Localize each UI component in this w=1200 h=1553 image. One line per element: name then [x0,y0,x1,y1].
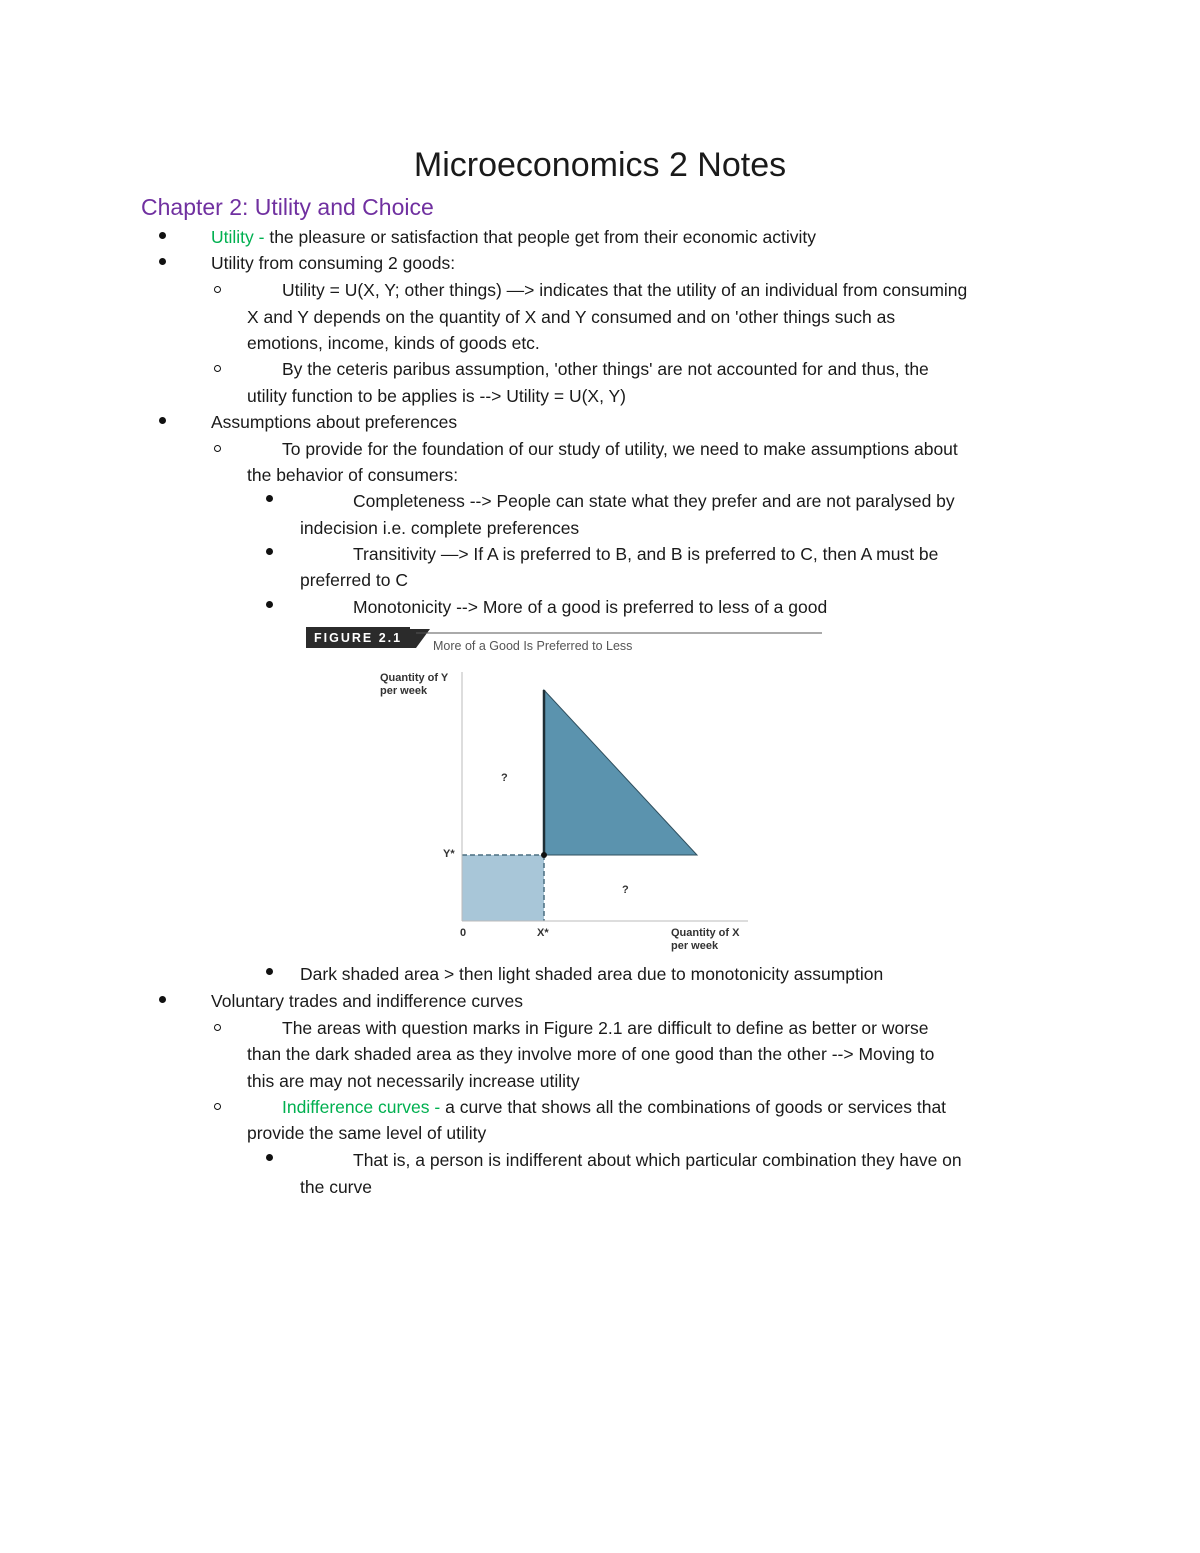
list-item-continued: indecision i.e. complete preferences [300,518,580,538]
figure-label: FIGURE 2.1 [314,631,403,645]
bullet [266,548,273,555]
list-item-continued: preferred to C [300,570,408,590]
bullet [159,417,166,424]
bullet [266,495,273,502]
page-title: Microeconomics 2 Notes [413,146,787,184]
list-item: Assumptions about preferences [211,412,458,432]
x-star-label: X* [537,927,549,939]
list-item: Transitivity —> If A is preferred to B, and B is preferred to C, then A must be [353,544,939,564]
x-axis-label-1: Quantity of X [671,927,740,939]
x-axis-label-2: per week [671,940,719,952]
y-star-label: Y* [443,848,455,860]
dark-shaded-area [544,690,697,855]
list-item: Monotonicity --> More of a good is preferred to less of a good [353,597,828,617]
list-item: Utility - the pleasure or satisfaction that people get from their economic activity [211,227,816,247]
figure-2-1 [300,622,830,958]
question-right: ? [622,884,629,896]
chapter-heading: Chapter 2: Utility and Choice [141,194,434,220]
bundle-point [541,852,547,858]
list-item: Dark shaded area > then light shaded area due to monotonicity assumption [300,964,884,984]
bullet [214,365,221,372]
bullet [214,445,221,452]
bullet [266,968,273,975]
question-upper: ? [501,772,508,784]
list-item-continued: provide the same level of utility [247,1123,487,1143]
list-item-continued: utility function to be applies is --> Utility = U(X, Y) [247,386,626,406]
list-item-continued: the curve [300,1177,372,1197]
list-item-continued: emotions, income, kinds of goods etc. [247,333,540,353]
bullet [214,1024,221,1031]
bullet [159,232,166,239]
bullet [214,286,221,293]
list-item: Completeness --> People can state what they prefer and are not paralysed by [353,491,955,511]
bullet [266,1154,273,1161]
list-item: By the ceteris paribus assumption, 'other things' are not accounted for and thus, the [282,359,929,379]
list-item: Utility from consuming 2 goods: [211,253,456,273]
list-item: The areas with question marks in Figure 2.1 are difficult to define as better or worse [282,1018,929,1038]
figure-caption: More of a Good Is Preferred to Less [433,639,633,653]
term-utility: Utility - [211,227,270,247]
list-item: Utility = U(X, Y; other things) —> indicates that the utility of an individual from consuming [282,280,968,300]
list-item-continued: X and Y depends on the quantity of X and Y consumed and on 'other things such as [247,307,896,327]
list-item-continued: than the dark shaded area as they involve more of one good than the other --> Moving to [247,1044,935,1064]
bullet [266,601,273,608]
light-shaded-area [462,855,544,921]
list-item: To provide for the foundation of our study of utility, we need to make assumptions about [282,439,958,459]
term-indifference-curves: Indifference curves - [282,1097,446,1117]
list-item: Indifference curves - a curve that shows all the combinations of goods or services that [282,1097,947,1117]
list-item-continued: this are may not necessarily increase utility [247,1071,580,1091]
list-item: That is, a person is indifferent about which particular combination they have on [353,1150,962,1170]
y-axis-label-1: Quantity of Y [380,672,449,684]
bullet [159,996,166,1003]
list-item-continued: the behavior of consumers: [247,465,459,485]
y-axis-label-2: per week [380,685,428,697]
bullet [159,258,166,265]
bullet [214,1103,221,1110]
list-item: Voluntary trades and indifference curves [211,991,523,1011]
origin-label: 0 [460,927,467,939]
